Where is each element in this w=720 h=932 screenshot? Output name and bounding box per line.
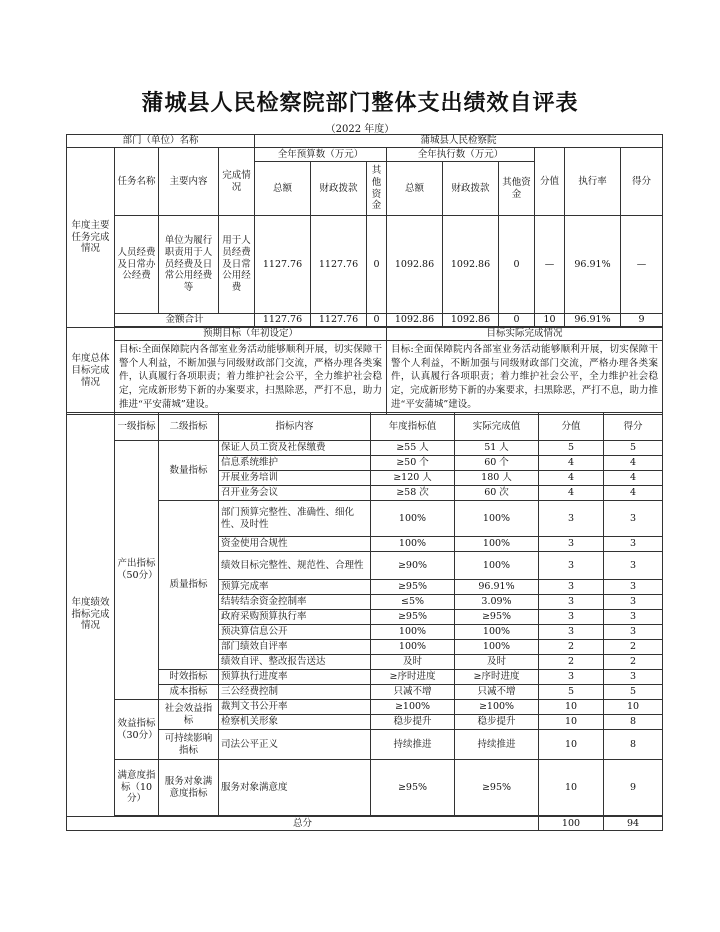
- sum-label: 金额合计: [115, 314, 255, 327]
- indicator-target: ≥90%: [371, 552, 455, 580]
- indicator-content: 信息系统维护: [219, 456, 371, 471]
- indicator-content: 保证人员工资及社保缴费: [219, 441, 371, 456]
- indicator-actual: 100%: [455, 552, 539, 580]
- indicator-score: 4: [604, 471, 663, 486]
- indicator-actual: 96.91%: [455, 580, 539, 595]
- header-task-name: 任务名称: [115, 148, 159, 216]
- indicator-score: 4: [604, 486, 663, 501]
- indicator-target: 100%: [371, 625, 455, 640]
- indicator-actual: ≥95%: [455, 760, 539, 816]
- l2-quality: 质量指标: [159, 501, 219, 670]
- performance-table: [66, 412, 663, 831]
- indicator-value: 3: [539, 595, 604, 610]
- dept-label: 部门（单位）名称: [67, 135, 255, 148]
- total-label: 总分: [67, 817, 539, 831]
- indicator-score: 9: [604, 760, 663, 816]
- header-l2: 二级指标: [159, 413, 219, 441]
- l1-satisfaction: 满意度指标（10分）: [115, 760, 159, 816]
- task-completion: 用于人员经费及日常公用经费: [219, 216, 255, 314]
- indicator-value: 3: [539, 552, 604, 580]
- sum-budget-fiscal: 1127.76: [311, 314, 367, 327]
- indicator-target: ≥50 个: [371, 456, 455, 471]
- header-actual: 实际完成值: [455, 413, 539, 441]
- task-table: [66, 134, 663, 415]
- header-exec-rate: 执行率: [565, 148, 621, 216]
- task-budget-other: 0: [367, 216, 387, 314]
- header-score-value: 分值: [535, 148, 565, 216]
- l2-quantity: 数量指标: [159, 441, 219, 501]
- task-budget-fiscal: 1127.76: [311, 216, 367, 314]
- header-content: 指标内容: [219, 413, 371, 441]
- goal-expected-label: 预期目标（年初设定）: [115, 328, 387, 341]
- indicator-target: ≥120 人: [371, 471, 455, 486]
- sum-score: 9: [621, 314, 663, 327]
- indicator-actual: 100%: [455, 501, 539, 537]
- header-score: 得分: [621, 148, 663, 216]
- indicator-content: 绩效目标完整性、规范性、合理性: [219, 552, 371, 580]
- indicator-target: 100%: [371, 640, 455, 655]
- header-score: 得分: [604, 413, 663, 441]
- indicator-score: 3: [604, 580, 663, 595]
- indicator-content: 裁判文书公开率: [219, 700, 371, 715]
- indicator-content: 召开业务会议: [219, 486, 371, 501]
- document-year: （2022 年度）: [325, 124, 395, 135]
- indicator-value: 10: [539, 760, 604, 816]
- indicator-actual: 100%: [455, 640, 539, 655]
- sum-exec-rate: 96.91%: [565, 314, 621, 327]
- indicator-value: 2: [539, 640, 604, 655]
- indicator-content: 绩效自评、整改报告送达: [219, 655, 371, 670]
- header-l1: 一级指标: [115, 413, 159, 441]
- total-value: 100: [539, 817, 604, 831]
- goal-section-label: 年度总体目标完成情况: [67, 328, 115, 415]
- header-value: 分值: [539, 413, 604, 441]
- indicator-score: 3: [604, 552, 663, 580]
- sum-budget-other: 0: [367, 314, 387, 327]
- indicator-target: ≥95%: [371, 580, 455, 595]
- indicator-content: 三公经费控制: [219, 685, 371, 700]
- indicator-content: 预决算信息公开: [219, 625, 371, 640]
- indicator-value: 3: [539, 501, 604, 537]
- indicator-score: 3: [604, 501, 663, 537]
- indicator-content: 政府采购预算执行率: [219, 610, 371, 625]
- task-exec-total: 1092.86: [387, 216, 443, 314]
- task-content: 单位为履行职责用于人员经费及日常公用经费等: [159, 216, 219, 314]
- header-budget: 全年预算数（万元）: [255, 148, 387, 162]
- indicator-target: ≥100%: [371, 700, 455, 715]
- task-score: —: [621, 216, 663, 314]
- indicator-content: 资金使用合规性: [219, 537, 371, 552]
- indicator-target: ≥95%: [371, 610, 455, 625]
- header-main-content: 主要内容: [159, 148, 219, 216]
- goal-actual-text: 目标:全面保障院内各部室业务活动能够顺利开展，切实保障干警个人利益，不断加强与同级财政部门交流，严格办理各类案件，认真履行各项职责；着力维护社会公平，全力维护社会稳定，完成新形势下新的办案要求，扫黑除恶，严打不息，助力推进“平安蒲城”建设。: [387, 340, 663, 414]
- indicator-score: 5: [604, 441, 663, 456]
- indicator-actual: 及时: [455, 655, 539, 670]
- header-exec: 全年执行数（万元）: [387, 148, 535, 162]
- indicator-score: 8: [604, 730, 663, 760]
- indicator-target: 只减不增: [371, 685, 455, 700]
- indicator-score: 3: [604, 670, 663, 685]
- indicator-target: ≥95%: [371, 760, 455, 816]
- task-section-label: 年度主要任务完成情况: [67, 148, 115, 328]
- indicator-target: ≥58 次: [371, 486, 455, 501]
- indicator-target: ≥序时进度: [371, 670, 455, 685]
- indicator-target: ≥55 人: [371, 441, 455, 456]
- indicator-actual: 3.09%: [455, 595, 539, 610]
- indicator-score: 10: [604, 700, 663, 715]
- header-exec-fiscal: 财政拨款: [443, 162, 499, 216]
- document-title: 蒲城县人民检察院部门整体支出绩效自评表: [141, 90, 579, 116]
- indicator-target: 100%: [371, 501, 455, 537]
- indicator-value: 10: [539, 715, 604, 730]
- indicator-score: 2: [604, 640, 663, 655]
- task-exec-rate: 96.91%: [565, 216, 621, 314]
- goal-actual-label: 目标实际完成情况: [387, 328, 663, 341]
- indicator-target: ≤5%: [371, 595, 455, 610]
- indicator-value: 3: [539, 610, 604, 625]
- goal-expected-text: 目标:全面保障院内各部室业务活动能够顺利开展，切实保障干警个人利益，不断加强与同级财政部门交流，严格办理各类案件，认真履行各项职责；着力维护社会公平，全力维护社会稳定，完成新形势下新的办案要求，扫黑除恶，严打不息，助力推进“平安蒲城”建设。: [115, 340, 387, 414]
- indicator-content: 司法公平正义: [219, 730, 371, 760]
- l1-output: 产出指标（50分）: [115, 441, 159, 700]
- sum-exec-other: 0: [499, 314, 535, 327]
- header-budget-fiscal: 财政拨款: [311, 162, 367, 216]
- indicator-content: 服务对象满意度: [219, 760, 371, 816]
- indicator-actual: 51 人: [455, 441, 539, 456]
- total-score: 94: [604, 817, 663, 831]
- indicator-actual: 60 个: [455, 456, 539, 471]
- indicator-score: 4: [604, 456, 663, 471]
- sum-budget-total: 1127.76: [255, 314, 311, 327]
- header-exec-total: 总额: [387, 162, 443, 216]
- indicator-value: 4: [539, 486, 604, 501]
- indicator-content: 开展业务培训: [219, 471, 371, 486]
- indicator-score: 3: [604, 610, 663, 625]
- indicator-content: 预算完成率: [219, 580, 371, 595]
- header-budget-other: 其他资金: [367, 162, 387, 216]
- task-budget-total: 1127.76: [255, 216, 311, 314]
- l2-sustain: 可持续影响指标: [159, 730, 219, 760]
- indicator-content: 预算执行进度率: [219, 670, 371, 685]
- indicator-actual: 持续推进: [455, 730, 539, 760]
- indicator-score: 3: [604, 537, 663, 552]
- indicator-actual: ≥95%: [455, 610, 539, 625]
- header-completion: 完成情况: [219, 148, 255, 216]
- l2-social: 社会效益指标: [159, 700, 219, 730]
- indicator-actual: 60 次: [455, 486, 539, 501]
- indicator-score: 3: [604, 625, 663, 640]
- sum-exec-fiscal: 1092.86: [443, 314, 499, 327]
- indicator-content: 结转结余资金控制率: [219, 595, 371, 610]
- task-exec-other: 0: [499, 216, 535, 314]
- indicator-actual: 只减不增: [455, 685, 539, 700]
- indicator-score: 8: [604, 715, 663, 730]
- indicator-value: 3: [539, 580, 604, 595]
- indicator-target: 100%: [371, 537, 455, 552]
- indicator-score: 2: [604, 655, 663, 670]
- l1-benefit: 效益指标（30分）: [115, 700, 159, 760]
- sum-score-value: 10: [535, 314, 565, 327]
- indicator-value: 5: [539, 685, 604, 700]
- indicator-value: 3: [539, 670, 604, 685]
- indicator-value: 3: [539, 537, 604, 552]
- indicator-actual: 180 人: [455, 471, 539, 486]
- indicator-score: 3: [604, 595, 663, 610]
- indicator-actual: 100%: [455, 625, 539, 640]
- task-score-value: —: [535, 216, 565, 314]
- dept-value: 蒲城县人民检察院: [255, 135, 663, 148]
- l2-timeliness: 时效指标: [159, 670, 219, 685]
- indicator-target: 稳步提升: [371, 715, 455, 730]
- task-name: 人员经费及日常办公经费: [115, 216, 159, 314]
- sum-exec-total: 1092.86: [387, 314, 443, 327]
- indicator-score: 5: [604, 685, 663, 700]
- header-exec-other: 其他资金: [499, 162, 535, 216]
- indicator-content: 检察机关形象: [219, 715, 371, 730]
- indicator-actual: 100%: [455, 537, 539, 552]
- indicator-value: 3: [539, 625, 604, 640]
- l2-service: 服务对象满意度指标: [159, 760, 219, 816]
- indicator-target: 及时: [371, 655, 455, 670]
- indicator-value: 4: [539, 471, 604, 486]
- header-target: 年度指标值: [371, 413, 455, 441]
- indicator-content: 部门预算完整性、准确性、细化性、及时性: [219, 501, 371, 537]
- indicator-target: 持续推进: [371, 730, 455, 760]
- indicator-value: 10: [539, 730, 604, 760]
- indicator-value: 2: [539, 655, 604, 670]
- indicator-value: 10: [539, 700, 604, 715]
- indicator-actual: ≥100%: [455, 700, 539, 715]
- indicator-actual: 稳步提升: [455, 715, 539, 730]
- l2-cost: 成本指标: [159, 685, 219, 700]
- perf-section-label: 年度绩效指标完成情况: [67, 413, 115, 817]
- indicator-actual: ≥序时进度: [455, 670, 539, 685]
- task-exec-fiscal: 1092.86: [443, 216, 499, 314]
- indicator-content: 部门绩效自评率: [219, 640, 371, 655]
- indicator-value: 5: [539, 441, 604, 456]
- header-budget-total: 总额: [255, 162, 311, 216]
- indicator-value: 4: [539, 456, 604, 471]
